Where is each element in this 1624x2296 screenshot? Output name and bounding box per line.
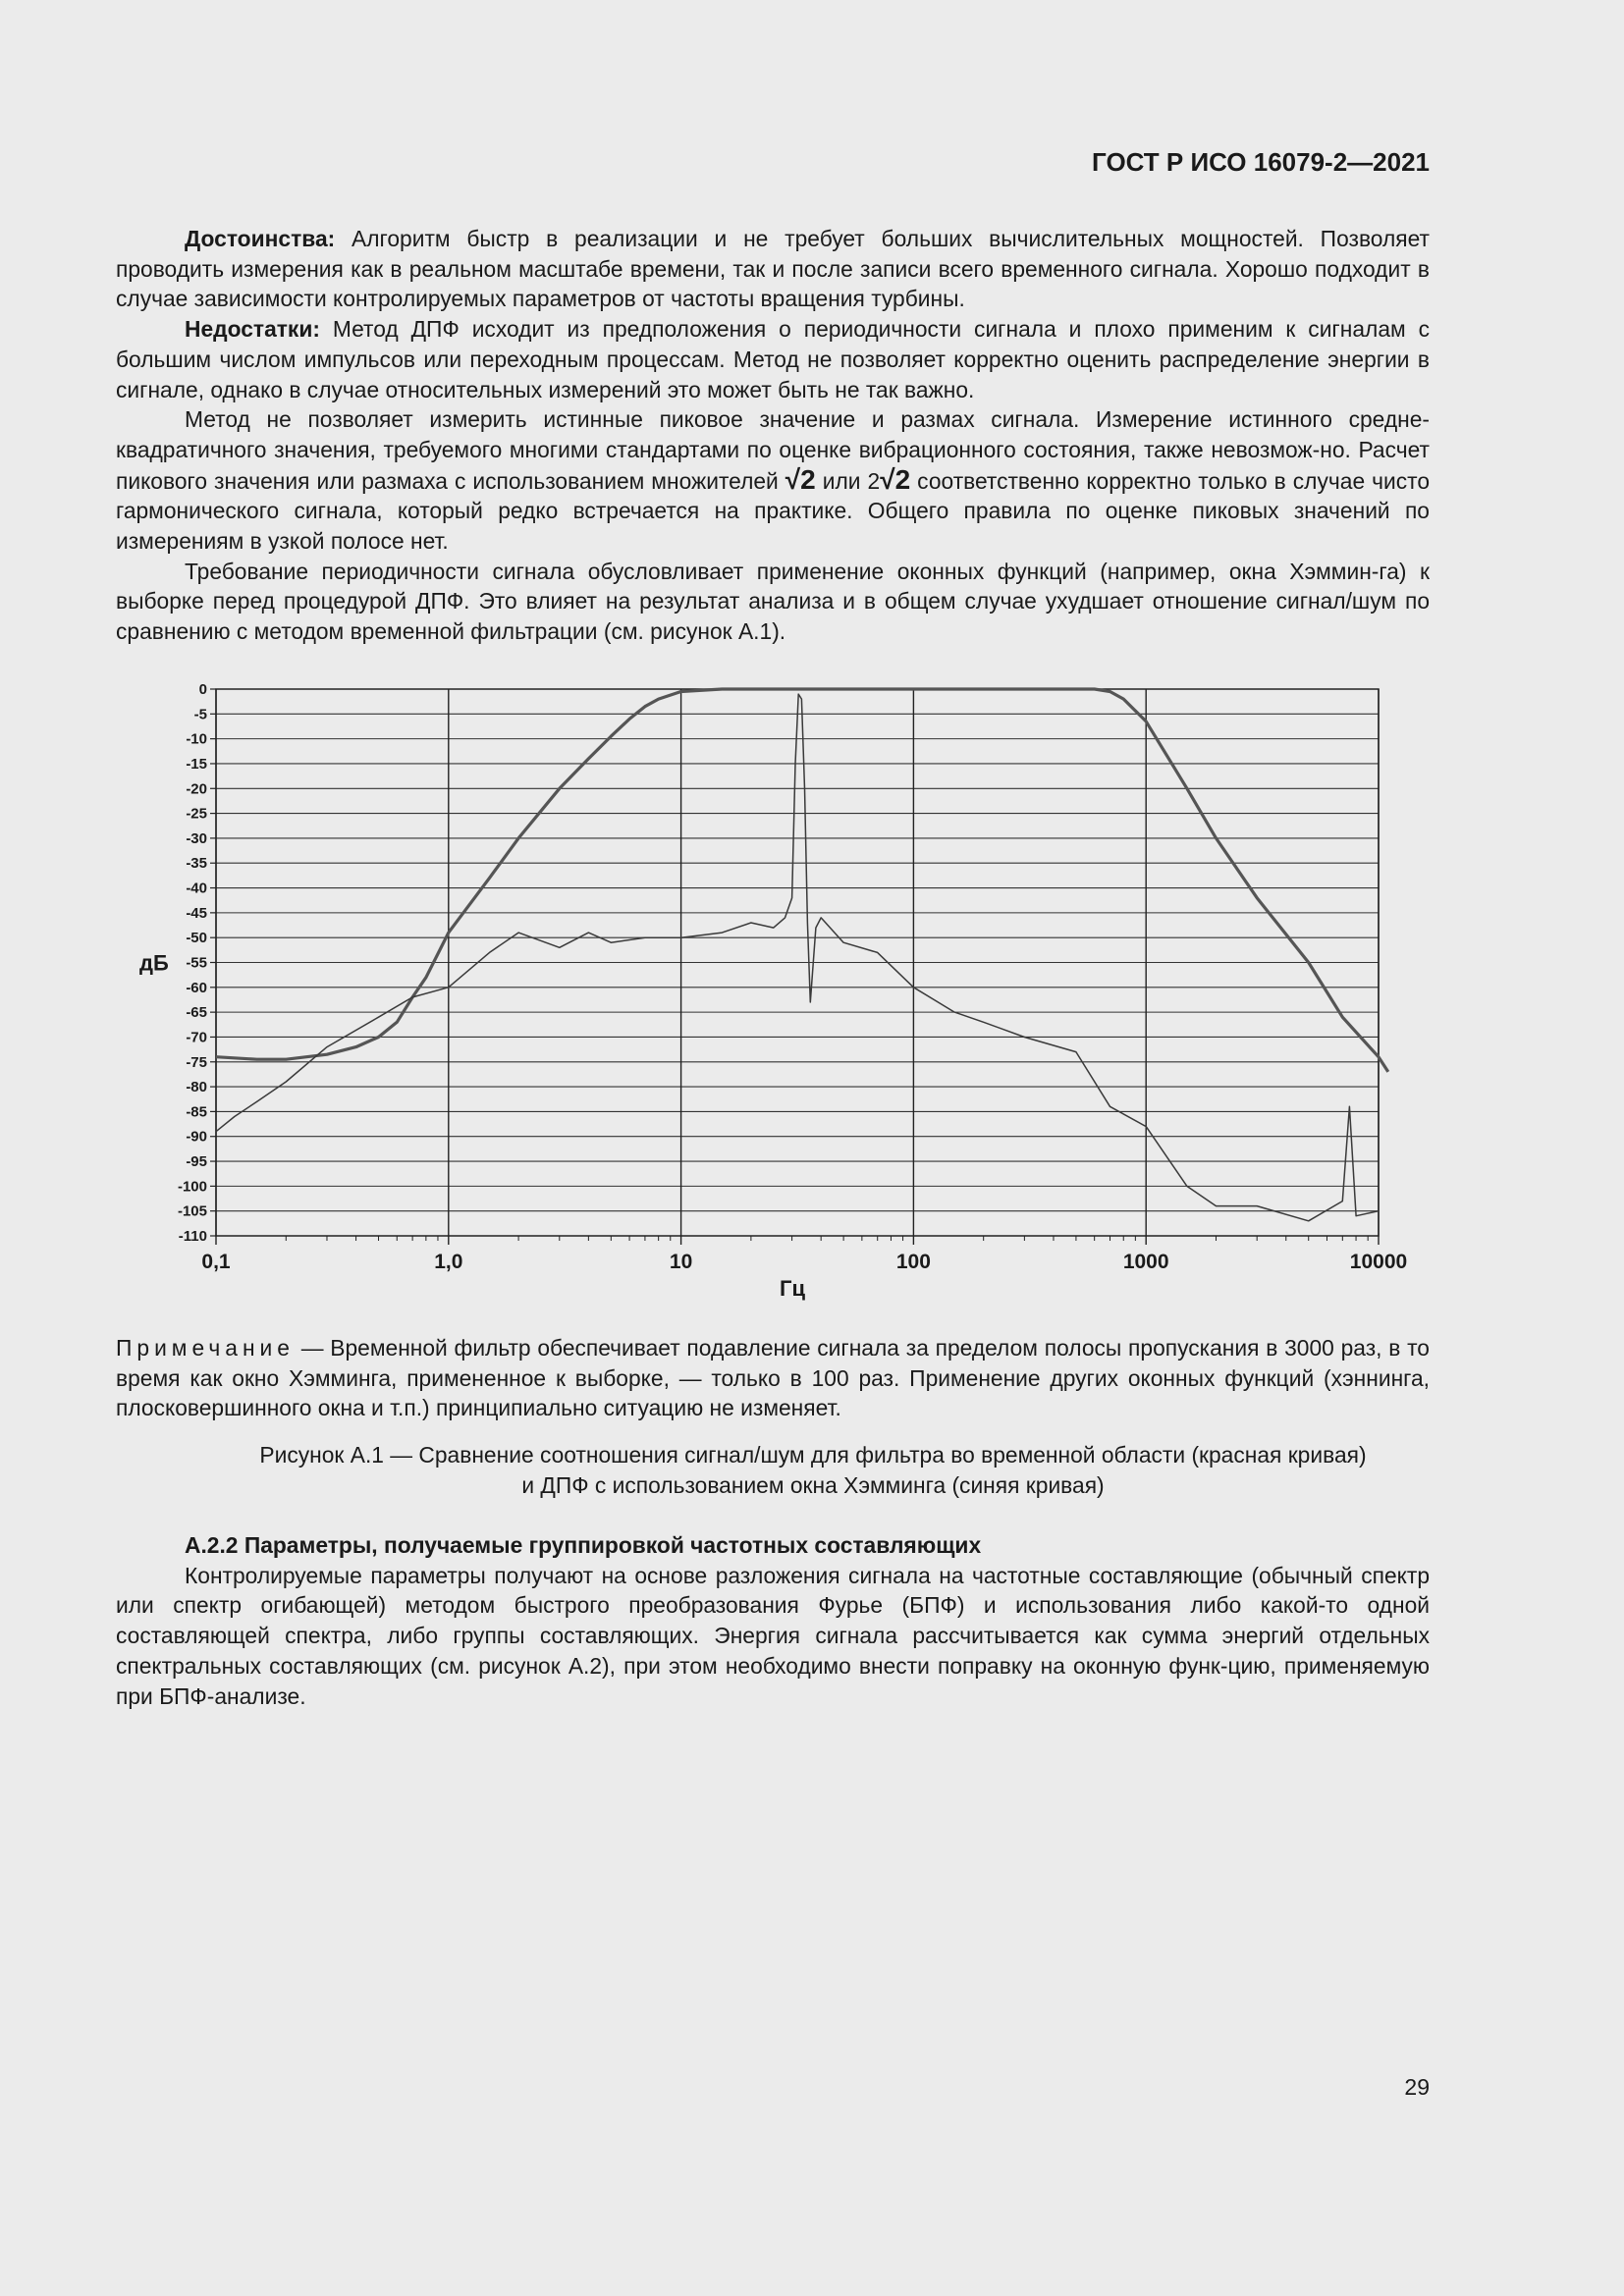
y-tick-label: -100	[177, 1178, 207, 1196]
y-tick-label: -10	[186, 730, 207, 748]
y-tick-label: -60	[186, 979, 207, 996]
y-tick-label: -25	[186, 805, 207, 823]
y-tick-label: -35	[186, 855, 207, 873]
y-tick-label: -90	[186, 1128, 207, 1146]
y-tick-label: -65	[186, 1004, 207, 1022]
chart-grid	[216, 689, 1379, 1236]
y-tick-label: 0	[198, 681, 207, 698]
x-tick-label: 1,0	[434, 1251, 463, 1273]
y-tick-label: -50	[186, 930, 207, 947]
sqrt2-symbol-2: √2	[880, 463, 911, 495]
periodicity-text: Требование периодичности сигнала обусловливает применение оконных функций (например, окна Хэммин-га) к выборке перед процедурой ДПФ. Это влияет на результат анализа и в общем случае ухудшает отношение сигнал/шум по сравнению с методом временной фильтрации (см. рисунок А.1).	[116, 558, 1430, 645]
peak-text-mid: или 2	[815, 467, 881, 494]
x-tick-label: 100	[895, 1251, 931, 1273]
note-lead: Примечание	[116, 1335, 295, 1361]
x-axis-ticks	[201, 1236, 1407, 1273]
disadvantages-lead: Недостатки:	[185, 316, 320, 343]
section-heading: А.2.2 Параметры, получаемые группировкой частотных составляющих	[185, 1532, 982, 1558]
y-tick-label: -55	[186, 954, 207, 972]
sqrt2-symbol: √2	[785, 463, 816, 495]
y-tick-label: -85	[186, 1103, 207, 1121]
y-axis-ticks	[178, 681, 216, 1245]
y-tick-label: -30	[186, 829, 207, 847]
note-text: — Временной фильтр обеспечивает подавление сигнала за пределом полосы пропускания в 3000 раз, в то время как окно Хэмминга, примененное к выборке, — только в 100 раз. Применение других оконных функций (хэннинга, плосковершинного окна и т.п.) принципиально ситуацию не изменяет.	[116, 1335, 1430, 1421]
advantages-text: Алгоритм быстр в реализации и не требует больших вычислительных мощностей. Позволяет проводить измерения как в реальном масштабе времени, так и после записи всего временного сигнала. Хорошо подходит в случае зависимости контролируемых параметров от частоты вращения турбины.	[116, 226, 1430, 312]
y-tick-label: -105	[177, 1202, 207, 1220]
caption-line-2: и ДПФ с использованием окна Хэмминга (синяя кривая)	[521, 1471, 1105, 1498]
advantages-lead: Достоинства:	[185, 226, 336, 251]
peak-text-a: Метод не позволяет измерить истинные пиковое значение и размах сигнала. Измерение истинного средне-квадратичного значения, требуемого многими стандартами по оценке вибрационного состояния, также невозмож-но. Расчет пикового значения или размаха с использованием множителей	[116, 406, 1430, 494]
y-tick-label: -45	[186, 904, 207, 922]
y-tick-label: -80	[186, 1079, 207, 1096]
y-tick-label: -20	[186, 780, 207, 798]
y-tick-label: -15	[186, 755, 207, 773]
peak-text-b: соответственно корректно только в случае чисто гармонического сигнала, который редко встречается на практике. Общего правила по оценке пиковых значений по измерениям в узкой полосе нет.	[116, 467, 1430, 555]
chart-series	[216, 689, 1388, 1221]
x-tick-label: 10	[669, 1251, 693, 1273]
figure-note	[116, 1333, 1430, 1423]
section-paragraph: Контролируемые параметры получают на основе разложения сигнала на частотные составляющие (обычный спектр или спектр огибающей) методом быстрого преобразования Фурье (БПФ) и использования либо какой-то одной составляющей спектра, либо группы составляющих. Энергия сигнала рассчитывается как сумма энергий отдельных спектральных составляющих (см. рисунок А.2), при этом необходимо внести поправку на оконную функ-цию, применяемую при БПФ-анализе.	[116, 1562, 1430, 1709]
y-tick-label: -75	[186, 1053, 207, 1071]
document-header: ГОСТ Р ИСО 16079-2—2021	[1092, 147, 1430, 177]
series-line-dft-hamming	[216, 694, 1379, 1221]
y-tick-label: -95	[186, 1153, 207, 1171]
y-tick-label: -110	[178, 1228, 207, 1245]
figure-caption	[116, 1440, 1510, 1500]
x-axis-label: Гц	[780, 1276, 805, 1301]
page-number: 29	[1404, 2074, 1430, 2100]
y-tick-label: -5	[193, 706, 207, 723]
x-tick-label: 0,1	[201, 1251, 231, 1273]
x-tick-label: 10000	[1349, 1251, 1408, 1273]
caption-line-1: Рисунок А.1 — Сравнение соотношения сигнал/шум для фильтра во временной области (красная кривая)	[259, 1442, 1367, 1468]
section-a22	[116, 1530, 1430, 1711]
disadvantages-text: Метод ДПФ исходит из предположения о периодичности сигнала и плохо применим к сигналам с большим числом импульсов или переходным процессам. Метод не позволяет корректно оценить распределение энергии в сигнале, однако в случае относительных измерений это может быть не так важно.	[116, 316, 1430, 402]
y-tick-label: -70	[186, 1029, 207, 1046]
y-axis-label: дБ	[139, 950, 169, 976]
y-tick-label: -40	[186, 880, 207, 897]
series-line-time-filter	[216, 689, 1388, 1072]
x-tick-label: 1000	[1122, 1251, 1169, 1273]
